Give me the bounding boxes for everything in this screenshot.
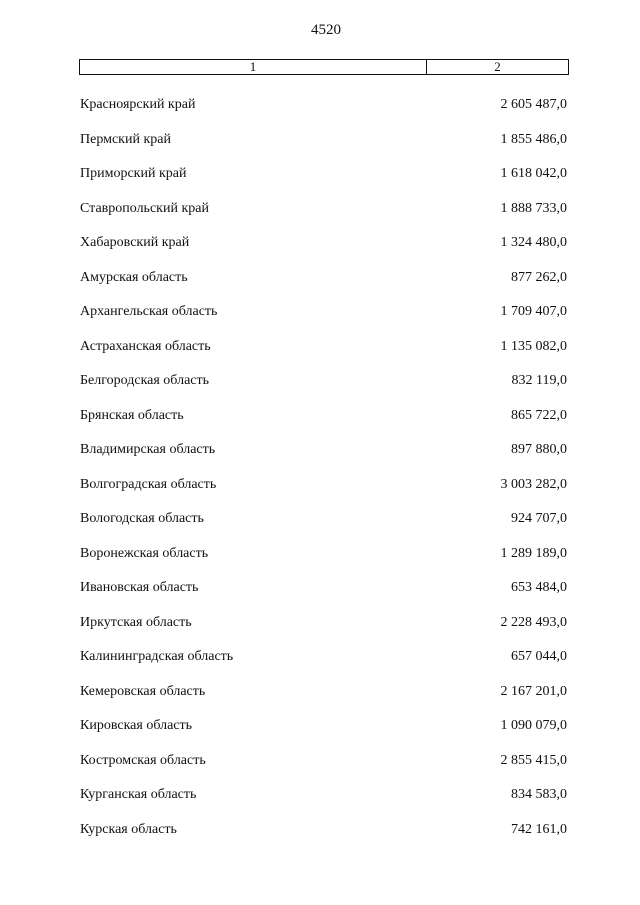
table-row (80, 123, 567, 158)
region-name: Кировская область (80, 718, 193, 734)
region-value: 1 855 486,0 (500, 131, 567, 147)
table-header (79, 59, 569, 75)
region-value: 1 135 082,0 (500, 338, 567, 354)
region-value: 2 167 201,0 (500, 683, 567, 699)
region-value: 877 262,0 (511, 269, 567, 285)
region-value: 924 707,0 (511, 511, 567, 527)
region-name: Амурская область (80, 269, 188, 285)
region-name: Воронежская область (80, 545, 209, 561)
table-row (80, 226, 567, 261)
region-value: 1 289 189,0 (500, 545, 567, 561)
region-value: 742 161,0 (511, 821, 567, 837)
table-header-col2: 2 (494, 59, 501, 74)
region-name: Астраханская область (80, 338, 211, 354)
table-row (80, 640, 567, 675)
table-row (80, 399, 567, 434)
region-value: 1 888 733,0 (500, 200, 567, 216)
region-name: Владимирская область (80, 442, 216, 458)
region-name: Иркутская область (80, 614, 192, 630)
table-row (80, 502, 567, 537)
region-name: Ивановская область (80, 580, 199, 596)
region-value: 1 709 407,0 (500, 304, 567, 320)
table-row (80, 606, 567, 641)
region-name: Калининградская область (80, 649, 234, 665)
table-row (80, 709, 567, 744)
region-name: Волгоградская область (80, 476, 217, 492)
table-row (80, 364, 567, 399)
region-value: 1 618 042,0 (500, 166, 567, 182)
region-name: Курская область (80, 821, 177, 837)
table-row (80, 675, 567, 710)
table-body (80, 88, 567, 847)
region-value: 3 003 282,0 (500, 476, 567, 492)
region-name: Пермский край (80, 131, 171, 147)
region-name: Кемеровская область (80, 683, 206, 699)
table-row (80, 330, 567, 365)
table-row (80, 813, 567, 848)
region-name: Красноярский край (80, 97, 196, 113)
table-row (80, 778, 567, 813)
region-name: Хабаровский край (80, 235, 190, 251)
region-name: Белгородская область (80, 373, 210, 389)
region-value: 832 119,0 (511, 373, 567, 389)
region-value: 834 583,0 (511, 787, 567, 803)
region-value: 1 324 480,0 (500, 235, 567, 251)
table-row (80, 571, 567, 606)
region-value: 2 855 415,0 (500, 752, 567, 768)
region-value: 897 880,0 (511, 442, 567, 458)
table-row (80, 433, 567, 468)
region-name: Ставропольский край (80, 200, 209, 216)
table-row (80, 295, 567, 330)
region-value: 657 044,0 (511, 649, 567, 665)
region-value: 865 722,0 (511, 407, 567, 423)
region-value: 2 228 493,0 (500, 614, 567, 630)
table-row (80, 468, 567, 503)
region-value: 653 484,0 (511, 580, 567, 596)
table-row (80, 157, 567, 192)
table-row (80, 744, 567, 779)
region-value: 2 605 487,0 (500, 97, 567, 113)
table-row (80, 261, 567, 296)
table-row (80, 537, 567, 572)
table-header-col1: 1 (80, 60, 427, 74)
region-value: 1 090 079,0 (500, 718, 567, 734)
table-row (80, 192, 567, 227)
page-number: 4520 (311, 22, 341, 38)
table-row (80, 88, 567, 123)
region-name: Приморский край (80, 166, 187, 182)
region-name: Брянская область (80, 407, 184, 423)
region-name: Вологодская область (80, 511, 204, 527)
region-name: Архангельская область (80, 304, 218, 320)
region-name: Курганская область (80, 787, 197, 803)
region-name: Костромская область (80, 752, 206, 768)
